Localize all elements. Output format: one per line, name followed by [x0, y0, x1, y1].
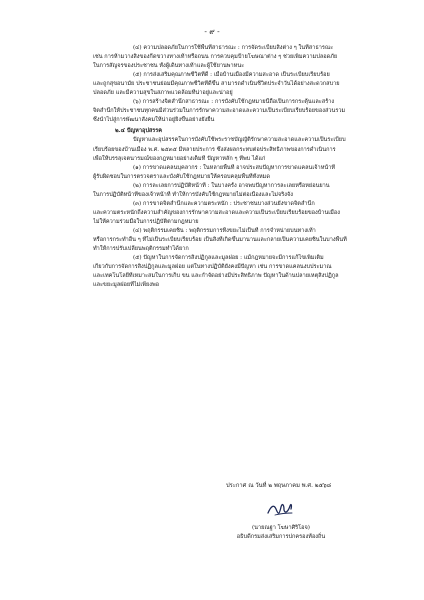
paragraph-line: ในการปฏิบัติหน้าที่ของเจ้าหน้าที่ ทำให้การบังคับใช้กฎหมายไม่ต่อเนื่องและไม่จริงจัง [93, 191, 293, 198]
paragraph-line: เช่น การห้ามวางสิ่งของกีดขวางทางเท้าหรือถนน การควบคุมป้ายโฆษณาต่าง ๆ ช่วยเพิ่มความปลอดภัย [93, 54, 338, 61]
announcement-date: ประกาศ ณ วันที่ ๒ พฤษภาคม พ.ศ. ๒๕๖๘ [226, 483, 332, 489]
paragraph-line: เกี่ยวกับการจัดการสิ่งปฏิกูลและมูลฝอย แต่ในทางปฏิบัติยังคงมีปัญหา เช่น การขาดแคลนงบประมาณ [93, 264, 332, 271]
paragraph-line: (๒) การละเลยการปฏิบัติหน้าที่ : ในบางครั้ง อาจพบปัญหาการละเลยหรือหย่อนยาน [133, 182, 330, 189]
paragraph-line: เรียบร้อยของบ้านเมือง พ.ศ. ๒๕๓๕ มีหลายประการ ซึ่งส่งผลกระทบต่อประสิทธิภาพของการดำเนินการ [93, 146, 336, 153]
paragraph-line: หรือการกระทำอื่น ๆ ที่ไม่เป็นระเบียบเรียบร้อย เป็นสิ่งที่เกิดขึ้นมานานและกลายเป็นความเคยชินในบางพื้นที่ [93, 236, 347, 243]
paragraph-line: และความตระหนักถึงความสำคัญของการรักษาความสะอาดและความเป็นระเบียบเรียบร้อยของบ้านเมือง [93, 209, 340, 216]
paragraph-line: ปลอดภัย และมีความสุขในสภาพแวดล้อมที่น่าอยู่และน่าอยู่ [93, 90, 233, 97]
paragraph-line: (๕) ปัญหาในการจัดการสิ่งปฏิกูลและมูลฝอย : แม้กฎหมายจะมีการแก้ไขเพิ่มเติม [133, 255, 324, 262]
paragraph-line: และขยะมูลฝอยที่ไม่เพียงพอ [93, 282, 160, 289]
paragraph-line: (๔) พฤติกรรมเคยชิน : พฤติกรรมการทิ้งขยะไม่เป็นที่ การจำหน่ายบนทางเท้า [133, 227, 316, 234]
paragraph-line: (๓) การขาดจิตสำนึกและความตระหนัก : ประชาชนบางส่วนยังขาดจิตสำนึก [133, 200, 315, 207]
paragraph-line: ในการสัญจรของประชาชน ทั้งผู้เดินทางเท้าและผู้ใช้ยานพาหนะ [93, 63, 245, 70]
paragraph-line: ผู้รับผิดชอบในการตรวจตราและบังคับใช้กฎหมายให้ครอบคลุมพื้นที่ทั้งหมด [93, 173, 271, 180]
paragraph-line: (๔) ความปลอดภัยในการใช้พื้นที่สาธารณะ : การจัดระเบียบสิ่งต่าง ๆ ในที่สาธารณะ [133, 45, 334, 51]
signer-title: อธิบดีกรมส่งเสริมการปกครองท้องถิ่น [236, 534, 326, 540]
signature-block [226, 524, 336, 542]
document-body [93, 44, 389, 290]
paragraph-line: (๕) การส่งเสริมคุณภาพชีวิตที่ดี : เมื่อบ้านเมืองมีความสะอาด เป็นระเบียบเรียบร้อย [133, 72, 330, 79]
paragraph-line: (๖) การสร้างจิตสำนึกสาธารณะ : การบังคับใช้กฎหมายนี้ถือเป็นการกระตุ้นและสร้าง [133, 99, 335, 106]
handwritten-signature [265, 498, 295, 520]
section-heading: ๒.๔ ปัญหาอุปสรรค [115, 128, 163, 135]
paragraph-line: และเทคโนโลยีที่เหมาะสมในการเก็บ ขน และกำจัดอย่างมีประสิทธิภาพ ปัญหาในด้านปลายเหตุสิ่งปฏิกูล [93, 273, 339, 280]
signer-name: (นายณฐา โฆษาศิริโอจ) [252, 525, 310, 531]
paragraph-line: ไม่ให้ความร่วมมือในการปฏิบัติตามกฎหมาย [93, 218, 199, 225]
paragraph-line: จิตสำนึกให้ประชาชนทุกคนมีส่วนร่วมในการรักษาความสะอาดและความเป็นระเบียบเรียบร้อยของส่วนรวม [93, 108, 346, 115]
paragraph-line: และถูกสุขอนามัย ประชาชนย่อมมีคุณภาพชีวิตที่ดีขึ้น สามารถดำเนินชีวิตประจำวันได้อย่างสะดวกสบาย [93, 81, 340, 88]
paragraph-line: ทำให้การปรับเปลี่ยนพฤติกรรมทำได้ยาก [93, 246, 189, 253]
paragraph-line: ซึ่งนำไปสู่การพัฒนาสังคมให้น่าอยู่ยิ่งขึ้นอย่างยั่งยืน [93, 117, 215, 124]
paragraph-line: เพื่อให้บรรลุเจตนารมณ์ของกฎหมายอย่างเต็มที่ ปัญหาหลัก ๆ ที่พบ ได้แก่ [93, 155, 266, 162]
paragraph-line: ปัญหาและอุปสรรคในการบังคับใช้พระราชบัญญัติรักษาความสะอาดและความเป็นระเบียบ [133, 137, 346, 144]
paragraph-line: (๑) การขาดแคลนบุคลากร : ในหลายพื้นที่ อาจประสบปัญหาการขาดแคลนเจ้าหน้าที่ [133, 164, 336, 171]
page-number: - ๙ - [204, 27, 220, 36]
